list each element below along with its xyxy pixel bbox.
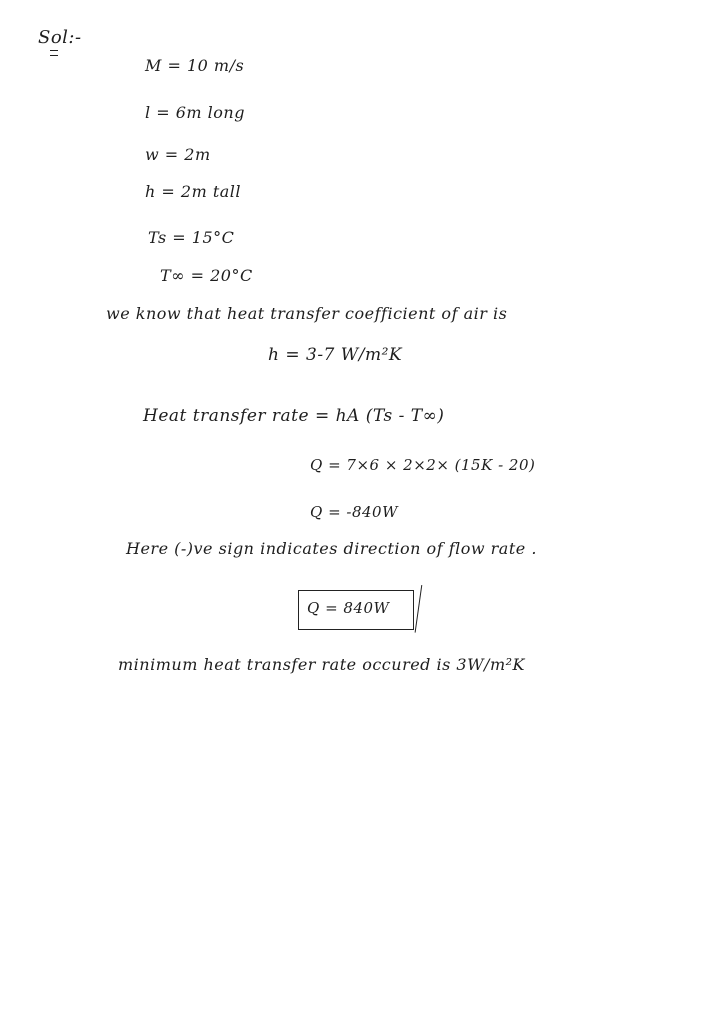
sign-note-line: Here (-)ve sign indicates direction of flow rate . — [126, 539, 537, 558]
coefficient-line: h = 3-7 W/m²K — [268, 345, 403, 365]
final-answer: Q = 840W — [307, 599, 390, 617]
given-length: l = 6m long — [145, 103, 245, 122]
conclusion-line: minimum heat transfer rate occured is 3W/m²K — [118, 655, 525, 674]
result-line: Q = -840W — [310, 503, 399, 521]
given-velocity: M = 10 m/s — [145, 56, 245, 75]
given-surface-temperature: Ts = 15°C — [148, 228, 235, 247]
solution-heading: Sol:- — [38, 27, 82, 48]
statement-line: we know that heat transfer coefficient of air is — [106, 304, 508, 323]
substitution-line: Q = 7×6 × 2×2× (15K - 20) — [310, 456, 536, 474]
formula-line: Heat transfer rate = hA (Ts - T∞) — [143, 406, 445, 426]
final-answer-box — [298, 590, 414, 630]
heading-underline-mark — [50, 50, 58, 56]
given-height: h = 2m tall — [145, 182, 242, 201]
given-width: w = 2m — [145, 145, 211, 164]
given-ambient-temperature: T∞ = 20°C — [160, 266, 253, 285]
